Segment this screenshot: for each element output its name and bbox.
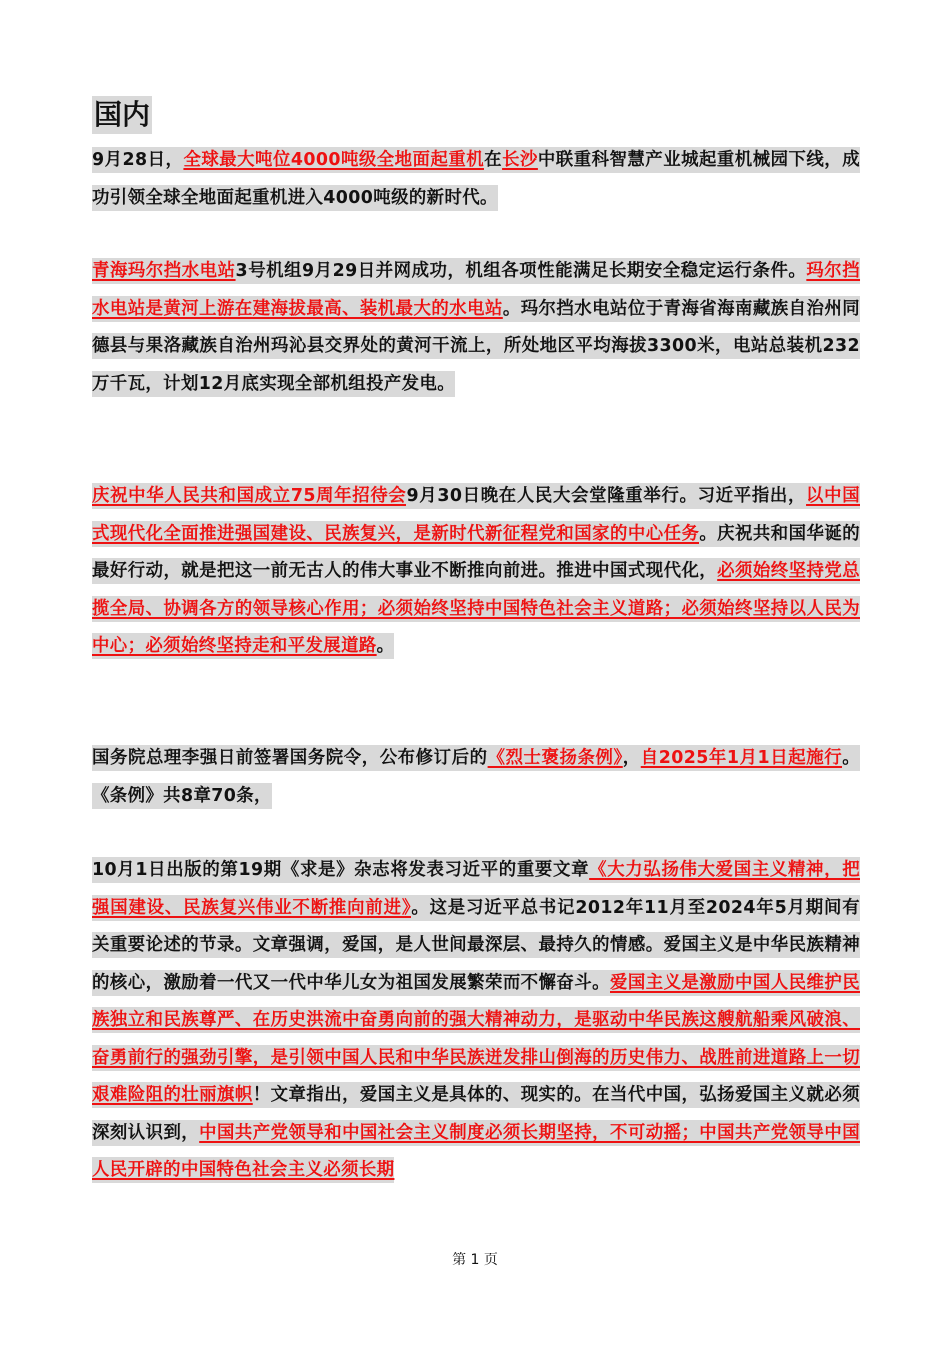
body-text: 。这是习近平总书记2012年11月至2024年5月期间有关重要论述的节录。文章强调，爱国，是人世间最深层、最持久的情感。爱国主义是中华民族精神的核心，激励着一代又一代中华儿女为祖国发展繁荣而不懈奋斗。 xyxy=(92,895,860,996)
page-number: 第 1 页 xyxy=(452,1252,498,1268)
news-paragraph xyxy=(92,740,860,815)
news-paragraph xyxy=(92,852,860,1190)
body-text: 。庆祝共和国华诞的最好行动，就是把这一前无古人的伟大事业不断推向前进。推进中国式现代化， xyxy=(92,521,860,585)
section-heading: 国内 xyxy=(92,96,152,134)
body-text: ， xyxy=(623,745,641,771)
highlighted-text: 以中国式现代化全面推进强国建设、民族复兴，是新时代新征程党和国家的中心任务 xyxy=(92,483,860,547)
body-text: ！文章指出，爱国主义是具体的、现实的。在当代中国，弘扬爱国主义就必须深刻认识到， xyxy=(92,1082,860,1146)
highlighted-text: 爱国主义是激励中国人民维护民族独立和民族尊严、在历史洪流中奋勇向前的强大精神动力，是驱动中华民族这艘航船乘风破浪、奋勇前行的强劲引擎，是引领中国人民和中华民族迸发排山倒海的历史伟力、战胜前进道路上一切艰难险阻的壮丽旗帜 xyxy=(92,970,860,1109)
highlighted-text: 玛尔挡水电站是黄河上游在建海拔最高、装机最大的水电站 xyxy=(92,258,860,322)
body-text: 9月30日晚在人民大会堂隆重举行。习近平指出， xyxy=(406,483,806,509)
body-text: 3号机组9月29日并网成功，机组各项性能满足长期安全稳定运行条件。 xyxy=(236,258,807,284)
body-text: 10月1日出版的第19期《求是》杂志将发表习近平的重要文章 xyxy=(92,857,589,883)
body-text: 。《条例》共8章70条， xyxy=(92,745,860,809)
body-text: 。 xyxy=(377,633,395,659)
news-paragraph xyxy=(92,142,860,217)
body-text: 。玛尔挡水电站位于青海省海南藏族自治州同德县与果洛藏族自治州玛沁县交界处的黄河干流上，所处地区平均海拔3300米，电站总装机232万千瓦，计划12月底实现全部机组投产发电。 xyxy=(92,296,860,397)
news-paragraph xyxy=(92,253,860,403)
highlighted-text: 《烈士褒扬条例》 xyxy=(488,745,623,771)
news-paragraph xyxy=(92,478,860,666)
highlighted-text: 中国共产党领导和中国社会主义制度必须长期坚持，不可动摇；中国共产党领导中国人民开辟的中国特色社会主义必须长期 xyxy=(92,1120,860,1184)
body-text: 在 xyxy=(484,147,502,173)
highlighted-text: 全球最大吨位4000吨级全地面起重机 xyxy=(183,147,484,173)
highlighted-text: 必须始终坚持党总揽全局、协调各方的领导核心作用；必须始终坚持中国特色社会主义道路；必须始终坚持以人民为中心；必须始终坚持走和平发展道路 xyxy=(92,558,860,659)
highlighted-text: 《大力弘扬伟大爱国主义精神，把强国建设、民族复兴伟业不断推向前进》 xyxy=(92,857,860,921)
body-text: 国务院总理李强日前签署国务院令，公布修订后的 xyxy=(92,745,488,771)
body-text: 9月28日， xyxy=(92,147,183,173)
highlighted-text: 长沙 xyxy=(502,147,538,173)
body-text: 中联重科智慧产业城起重机械园下线，成功引领全球全地面起重机进入4000吨级的新时代。 xyxy=(92,147,860,211)
highlighted-text: 青海玛尔挡水电站 xyxy=(92,258,236,284)
highlighted-text: 庆祝中华人民共和国成立75周年招待会 xyxy=(92,483,406,509)
highlighted-text: 自2025年1月1日起施行 xyxy=(641,745,842,771)
